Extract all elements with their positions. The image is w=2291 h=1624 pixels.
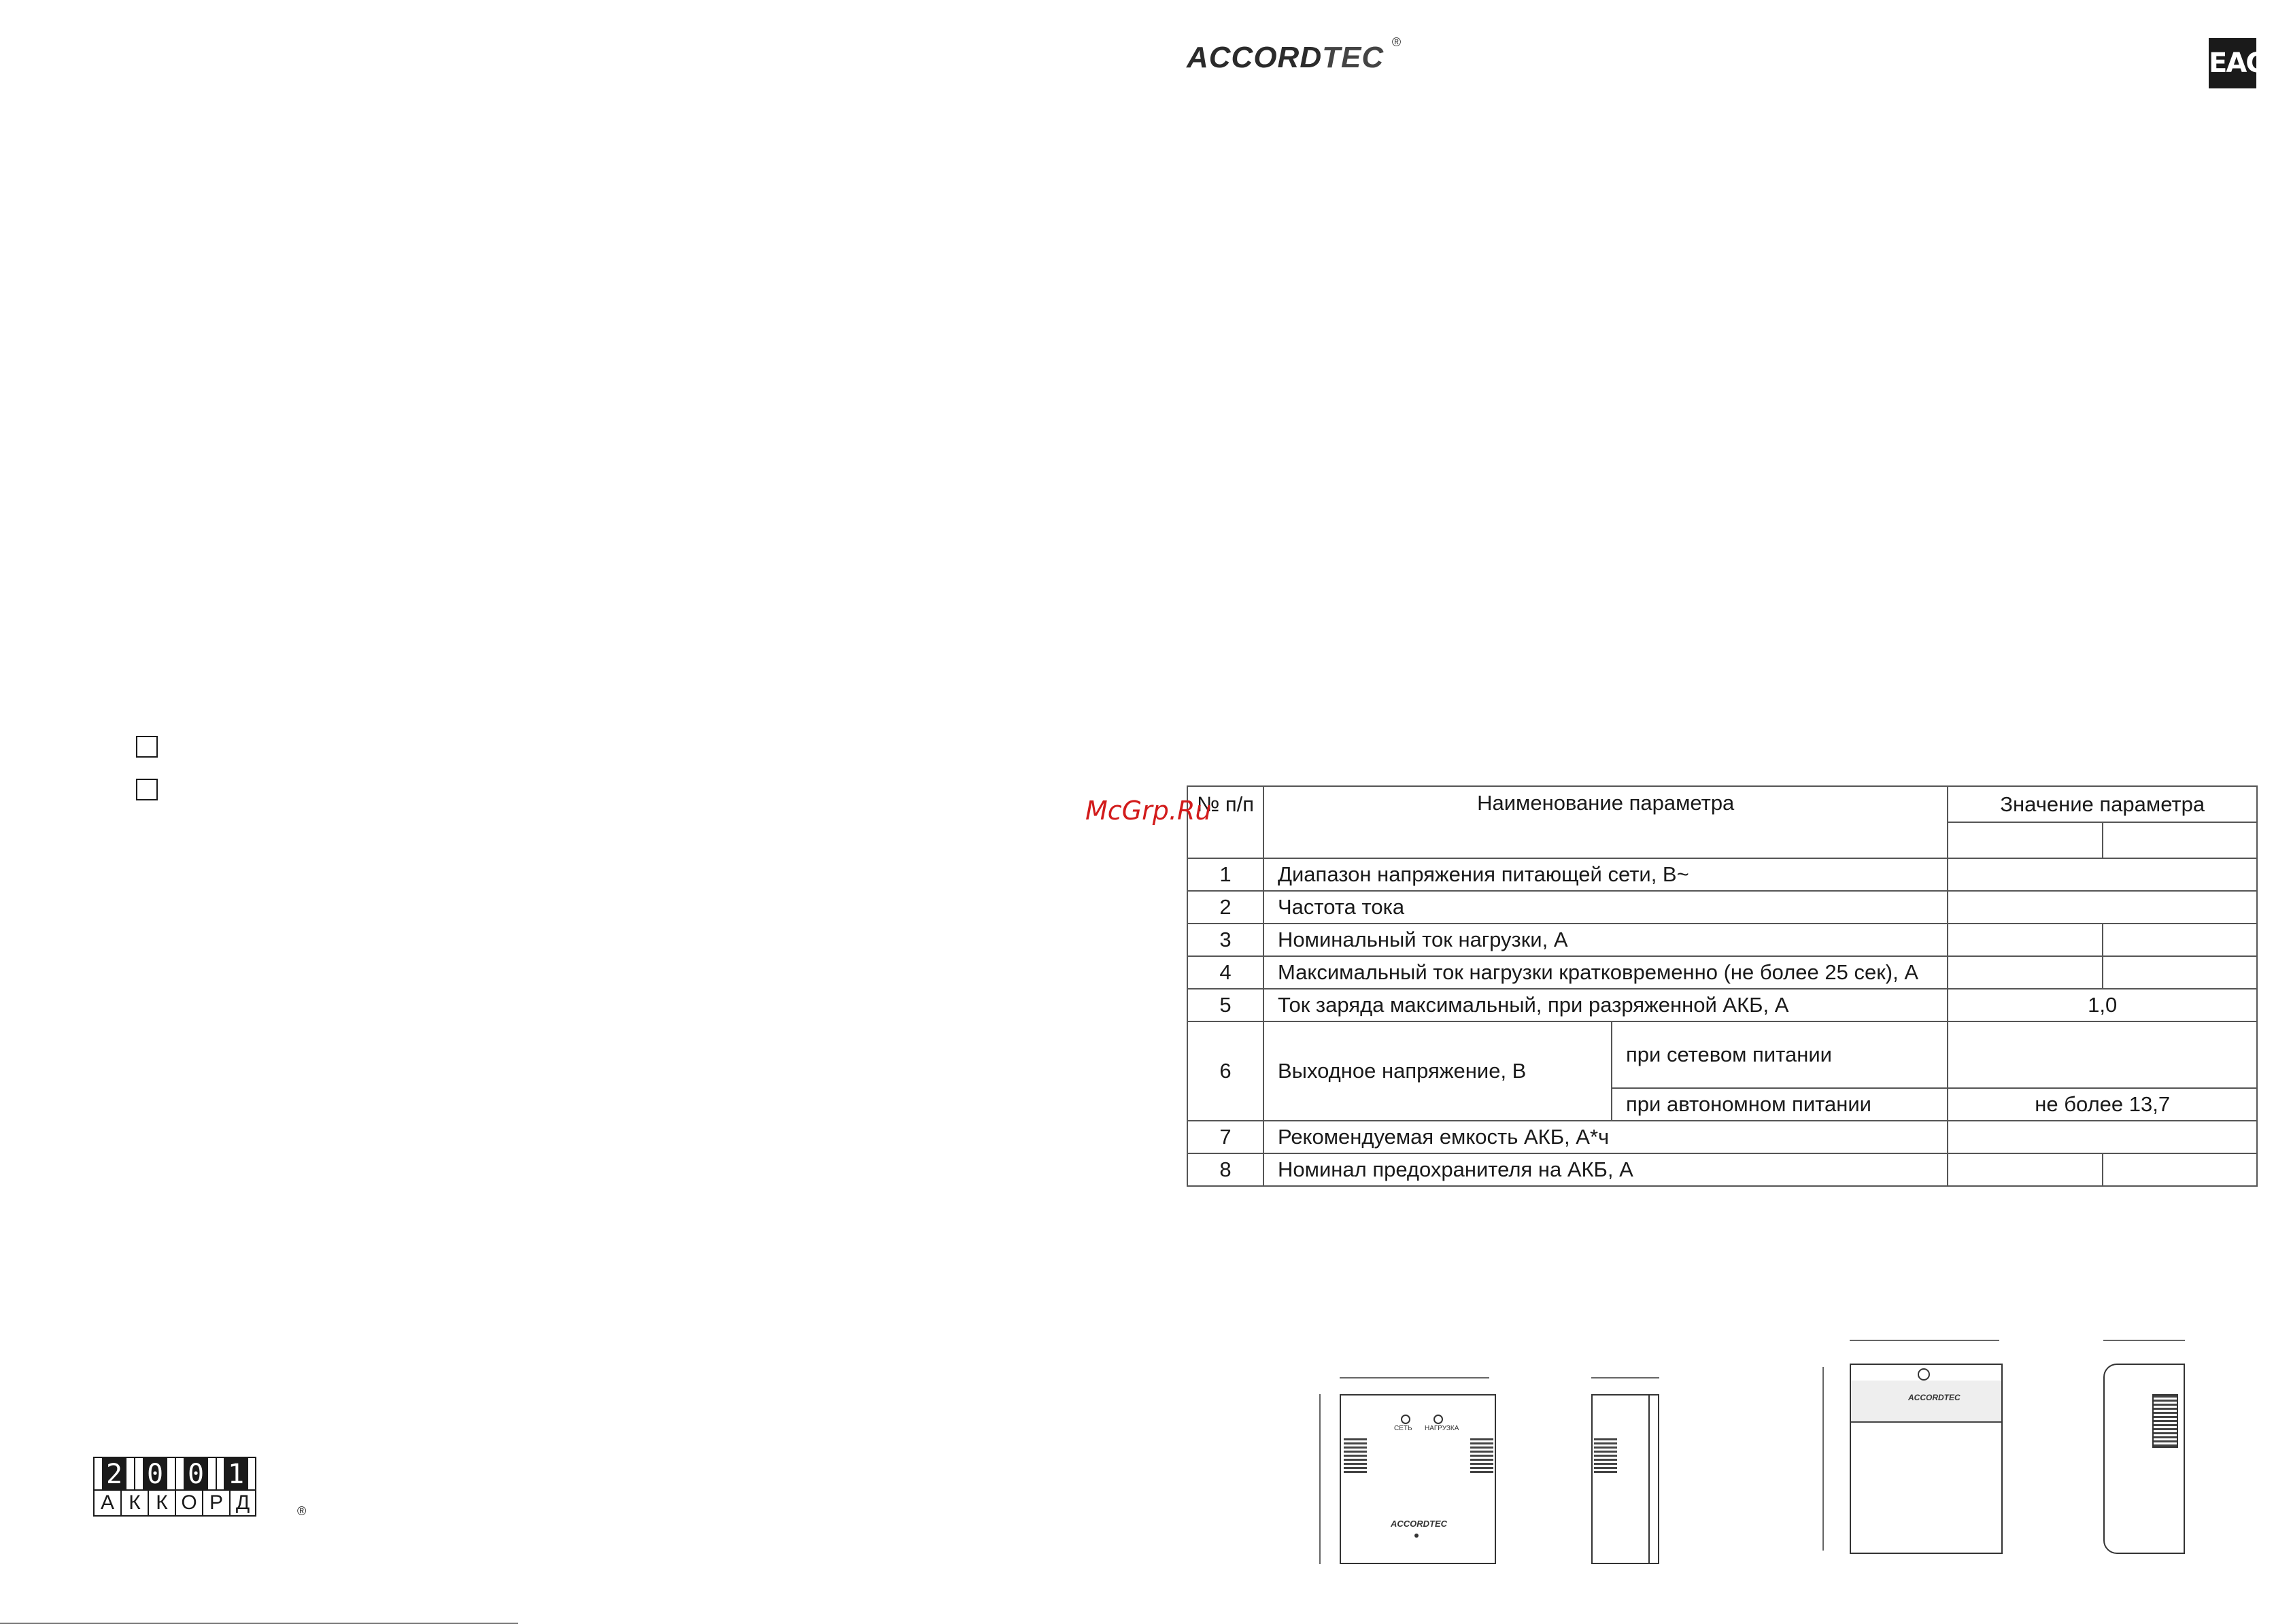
table-row: 3 Номинальный ток нагрузки, А [1187,924,2257,956]
header-num: № п/п [1187,786,1263,858]
table-header-row [1187,786,2257,822]
registered-mark: ® [1391,35,1402,49]
open-brand: ACCORDTEC [1908,1393,1961,1402]
brand-mid: ORD [1253,41,1323,74]
table-row: 4 Максимальный ток нагрузки кратковременно (не более 25 сек), А [1187,956,2257,989]
table-row: 2 Частота тока [1187,891,2257,924]
eac-mark-icon: EAC [2209,38,2256,88]
table-row: 7 Рекомендуемая емкость АКБ, А*ч [1187,1121,2257,1153]
front-brand: ACCORDTEC [1391,1519,1448,1529]
led-label-right: НАГРУЗКА [1425,1425,1459,1432]
device-side-view [1591,1377,1666,1564]
table-row: 5 Ток заряда максимальный, при разряженной АКБ, А 1,0 [1187,989,2257,1021]
parameters-table [1187,785,2258,1187]
checkbox-1[interactable] [136,736,158,758]
brand-tail: TEC [1322,41,1385,74]
brand-main: ACC [1187,41,1254,74]
checkbox-2[interactable] [136,779,158,800]
header-name: Наименование параметра [1263,786,1948,858]
registered-mark: ® [297,1504,307,1518]
akkord-2001-logo: 2 0 0 1 А К К О Р Д ® [93,1457,256,1517]
watermark: McGrp.Ru [1085,796,1212,826]
table-row: 6 Выходное напряжение, В при сетевом питании [1187,1021,2257,1088]
accordtec-logo [1187,35,1402,75]
table-row: 8 Номинал предохранителя на АКБ, А [1187,1153,2257,1186]
table-row: при автономном питании не более 13,7 [1187,1088,2257,1121]
device-side-open-view [2098,1340,2193,1557]
led-label-left: СЕТЬ [1394,1425,1412,1432]
device-front-view [1319,1377,1510,1564]
header-value: Значение параметра [1948,786,2257,822]
table-row: 1 Диапазон напряжения питающей сети, В~ [1187,858,2257,891]
device-open-view [1822,1340,2006,1557]
